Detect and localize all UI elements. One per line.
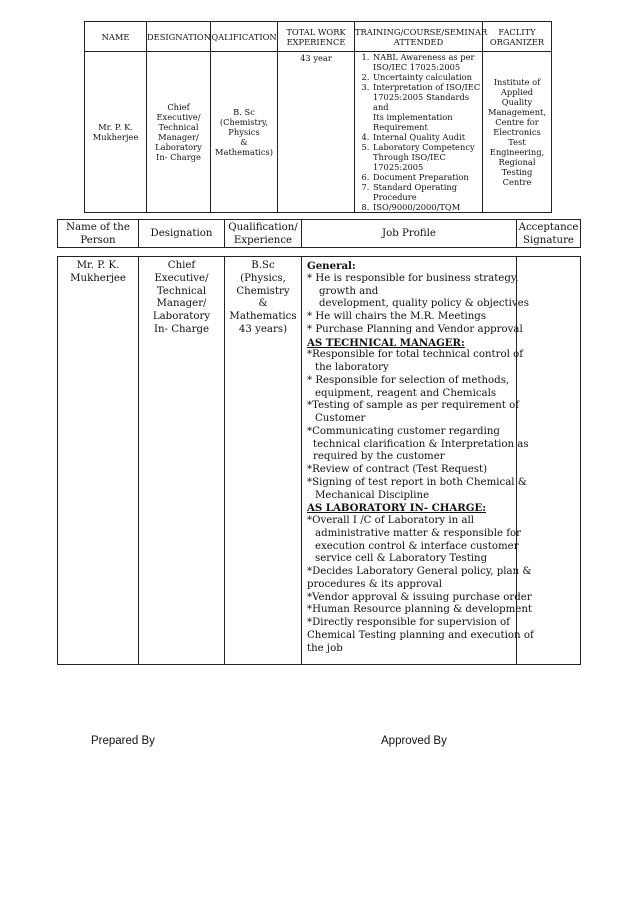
prepared-by-label: Prepared By xyxy=(91,735,155,747)
header-acceptance-signature: Acceptance Signature xyxy=(517,220,581,248)
qualification-line: Mathematics) xyxy=(215,147,273,157)
lab-incharge-heading: AS LABORATORY IN- CHARGE: xyxy=(307,502,486,515)
training-item: 5. Laboratory Competency Through ISO/IEC 17025:2005 xyxy=(372,142,482,172)
header-job-profile: Job Profile xyxy=(302,220,517,248)
cell-organizer xyxy=(483,52,552,213)
job-profile-header-table xyxy=(57,219,581,248)
designation-line: Executive/ xyxy=(156,112,201,122)
header-qualification-experience: Qualification/ Experience xyxy=(225,220,302,248)
organizer-line: Engineering, xyxy=(489,147,545,157)
header-training: TRAINING/COURSE/SEMINAR ATTENDED xyxy=(355,22,483,52)
cell-job-profile: General: * He is responsible for business strategy, growth and development, quality policy & objectives * He will chairs the M.R. Meetings * Purchase Planning and Vendor approval AS TECHNICAL MANAGER: *Responsible for total technical control of the laboratory * Responsible for selection of methods, equipment, reagent and Chemicals *Testing of sample as per requirement of Customer *Communicating customer regarding technical clarification & Interpretation as required by the customer *Review of contract (Test Request) *Signing of test report in both Chemical & Mechanical Discipline AS LABORATORY IN- CHARGE: *Overall I /C of Laboratory in all administrative matter & responsible for execution control & interface customer service cell & Laboratory Testing *Decides Laboratory General policy, plan & procedures & its approval *Vendor approval & issuing purchase order *Human Resource planning & development *Directly responsible for supervision of Chemical Testing planning and execution of the job xyxy=(302,257,517,665)
qualification-line: & xyxy=(240,137,248,147)
qualification-line: B. Sc xyxy=(233,107,255,117)
header-name: NAME xyxy=(85,22,147,52)
job-profile-row xyxy=(58,257,581,665)
training-table-row xyxy=(85,52,552,213)
organizer-line: Electronics xyxy=(493,127,541,137)
training-item: 2. Uncertainty calculation xyxy=(372,72,482,82)
organizer-line: Testing xyxy=(501,167,533,177)
organizer-line: Test xyxy=(508,137,526,147)
cell-qualification-experience: B.Sc (Physics, Chemistry & Mathematics 43 years) xyxy=(225,257,302,665)
cell-training xyxy=(355,52,483,213)
training-item: 4. Internal Quality Audit xyxy=(372,132,482,142)
training-table-header-row xyxy=(85,22,552,52)
training-item: 1. NABL Awareness as per ISO/IEC 17025:2005 xyxy=(372,52,482,72)
training-item: 8. ISO/9000/2000/TQM xyxy=(372,202,482,212)
training-item: 7. Standard Operating Procedure xyxy=(372,182,482,202)
cell-person: Mr. P. K. Mukherjee xyxy=(58,257,139,665)
header-person: Name of the Person xyxy=(58,220,139,248)
header-designation-2: Designation xyxy=(139,220,225,248)
organizer-line: Centre xyxy=(502,177,532,187)
header-designation: DESIGNATION xyxy=(147,22,211,52)
header-experience: TOTAL WORK EXPERIENCE xyxy=(278,22,355,52)
qualification-line: Physics xyxy=(228,127,260,137)
cell-experience: 43 year xyxy=(278,52,355,213)
cell-designation-2: Chief Executive/ Technical Manager/ Laboratory In- Charge xyxy=(139,257,225,665)
approved-by-label: Approved By xyxy=(381,735,447,747)
job-profile-table xyxy=(57,256,581,665)
training-item: 3. Interpretation of ISO/IEC 17025:2005 Standards and Its implementation Requirement xyxy=(372,82,482,132)
name-line: Mukherjee xyxy=(92,132,139,142)
cell-name xyxy=(85,52,147,213)
organizer-line: Applied xyxy=(500,87,534,97)
designation-line: In- Charge xyxy=(156,152,201,162)
job-profile-header-row xyxy=(58,220,581,248)
qualification-line: (Chemistry, xyxy=(219,117,269,127)
organizer-line: Management, xyxy=(487,107,547,117)
cell-qualification xyxy=(211,52,278,213)
organizer-line: Centre for xyxy=(495,117,539,127)
training-table xyxy=(84,21,552,213)
technical-manager-heading: AS TECHNICAL MANAGER: xyxy=(307,336,465,349)
training-list xyxy=(355,52,482,212)
organizer-line: Quality xyxy=(501,97,533,107)
name-line: Mr. P. K. xyxy=(98,122,133,132)
designation-line: Laboratory xyxy=(155,142,202,152)
general-heading: General: xyxy=(307,260,356,272)
header-qualification: QALIFICATION xyxy=(211,22,278,52)
organizer-line: Institute of xyxy=(493,77,541,87)
header-organizer: FACLITY ORGANIZER xyxy=(483,22,552,52)
designation-line: Manager/ xyxy=(158,132,199,142)
designation-line: Technical xyxy=(158,122,199,132)
cell-designation xyxy=(147,52,211,213)
designation-line: Chief xyxy=(167,102,190,112)
organizer-line: Regional xyxy=(498,157,536,167)
training-item: 6. Document Preparation xyxy=(372,172,482,182)
